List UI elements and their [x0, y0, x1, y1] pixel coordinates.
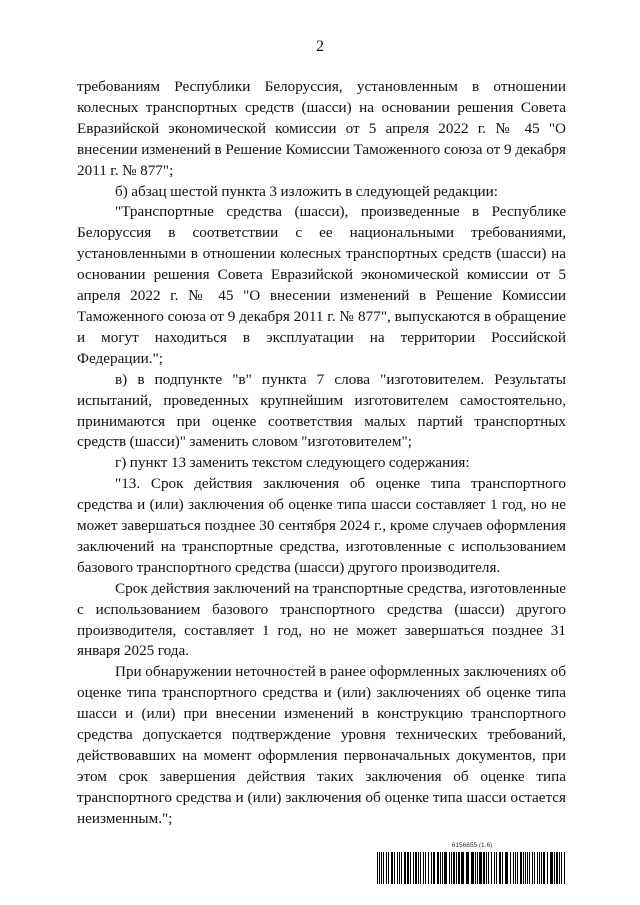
barcode-bar: [401, 852, 402, 884]
paragraph: При обнаружении неточностей в ранее оформленных заключениях об оценке типа транспортного средства и (или) заключениях об оценке типа шасси и (или) при внесении изменений в конструкцию транспортного средства допускается подтверждение уровня технических требований, действовавших на момент оформления первоначальных документов, при этом срок завершения действия таких заключения об оценке типа транспортного средства и (или) заключения об оценке типа шасси остается неизменным.";: [77, 663, 566, 827]
barcode-bar: [515, 852, 516, 884]
barcode-bar: [483, 852, 485, 884]
barcode-bar: [431, 852, 432, 884]
barcode-caption: 6156655 (1.6): [451, 842, 493, 849]
barcode-bar: [433, 852, 435, 884]
barcode-icon: [376, 852, 568, 884]
barcode-bar: [534, 852, 535, 884]
barcode-bar: [466, 852, 469, 884]
barcode-bar: [477, 852, 478, 884]
barcode-bar: [527, 852, 528, 884]
barcode-bar: [451, 852, 452, 884]
barcode-bar: [479, 852, 482, 884]
barcode-bar: [556, 852, 558, 884]
barcode-bar: [456, 852, 457, 884]
barcode-bar: [407, 852, 409, 884]
barcode-bar: [520, 852, 522, 884]
barcode-bar: [377, 852, 378, 884]
barcode-bar: [399, 852, 400, 884]
barcode-bar: [444, 852, 447, 884]
barcode-bar: [475, 852, 476, 884]
barcode-bar: [541, 852, 542, 884]
barcode-bar: [523, 852, 524, 884]
barcode-bar: [437, 852, 439, 884]
paragraph: г) пункт 13 заменить текстом следующего содержания:: [115, 454, 470, 472]
paragraph: требованиям Республики Белоруссия, установленным в отношении колесных транспортных средств (шасси) на основании решения Совета Евразийской экономической комиссии от 5 апреля 2022 г. № 45 "О внесении изменений в Решение Комиссии Таможенного союза от 9 декабря 2011 г. № 877";: [77, 78, 566, 179]
barcode-bar: [529, 852, 530, 884]
barcode-bar: [488, 852, 489, 884]
barcode-bar: [499, 852, 501, 884]
barcode-bar: [397, 852, 398, 884]
document-body: [77, 77, 566, 830]
barcode-bar: [381, 852, 382, 884]
barcode-bar: [420, 852, 421, 884]
barcode-bar: [458, 852, 460, 884]
barcode-bar: [550, 852, 553, 884]
barcode-bar: [539, 852, 540, 884]
barcode-bar: [491, 852, 492, 884]
barcode-bar: [543, 852, 545, 884]
barcode-bar: [559, 852, 560, 884]
barcode-bar: [517, 852, 518, 884]
barcode-bar: [525, 852, 526, 884]
paragraph: "13. Срок действия заключения об оценке типа транспортного средства и (или) заключения об оценке типа шасси составляет 1 год, но не может завершаться позднее 30 сентября 2024 г., кроме случаев оформления заключений на транспортные средства, изготовленные с использованием базового транспортного средства (шасси) другого производителя.: [77, 475, 566, 576]
barcode-bar: [461, 852, 464, 884]
document-barcode: [376, 842, 568, 886]
barcode-bar: [547, 852, 548, 884]
page-number: 2: [316, 38, 324, 55]
barcode-bar: [537, 852, 538, 884]
barcode-bar: [379, 852, 380, 884]
barcode-bar: [510, 852, 511, 884]
barcode-bar: [494, 852, 495, 884]
barcode-bar: [513, 852, 514, 884]
barcode-bar: [502, 852, 503, 884]
barcode-bar: [423, 852, 424, 884]
barcode-bar: [383, 852, 384, 884]
barcode-bar: [386, 852, 387, 884]
barcode-bar: [415, 852, 417, 884]
barcode-bar: [505, 852, 508, 884]
barcode-bar: [471, 852, 474, 884]
barcode-bar: [554, 852, 555, 884]
barcode-bar: [410, 852, 411, 884]
barcode-bar: [425, 852, 426, 884]
barcode-bar: [532, 852, 533, 884]
barcode-bar: [413, 852, 414, 884]
paragraph: "Транспортные средства (шасси), произведенные в Республике Белоруссия в соответствии с ее национальными требованиями, установленными в отношении колесных транспортных средств (шасси) на основании решения Совета Евразийской экономической комиссии от 5 апреля 2022 г. № 45 "О внесении изменений в Решение Комиссии Таможенного союза от 9 декабря 2011 г. № 877", выпускаются в обращение и могут находиться в эксплуатации на территории Российской Федерации.";: [77, 203, 566, 367]
barcode-bar: [564, 852, 565, 884]
barcode-bar: [486, 852, 487, 884]
paragraph: б) абзац шестой пункта 3 изложить в следующей редакции:: [115, 182, 498, 200]
barcode-bar: [561, 852, 562, 884]
barcode-bar: [440, 852, 441, 884]
paragraph: Срок действия заключений на транспортные средства, изготовленные с использованием базового транспортного средства (шасси) другого производителя, составляет 1 год, но не может завершаться позднее 31 января 2025 года.: [77, 579, 566, 660]
barcode-bar: [391, 852, 393, 884]
barcode-bar: [394, 852, 395, 884]
barcode-bar: [428, 852, 429, 884]
barcode-bar: [453, 852, 455, 884]
barcode-bar: [496, 852, 497, 884]
barcode-bar: [449, 852, 450, 884]
barcode-bar: [418, 852, 419, 884]
barcode-bar: [388, 852, 389, 884]
paragraph: в) в подпункте "в" пункта 7 слова "изготовителем. Результаты испытаний, проведенных крупнейшим изготовителем самостоятельно, принимаются при оценке соответствия малых партий транспортных средств (шасси)" заменить словом "изготовителем";: [77, 370, 566, 451]
barcode-bar: [442, 852, 443, 884]
barcode-bar: [404, 852, 406, 884]
